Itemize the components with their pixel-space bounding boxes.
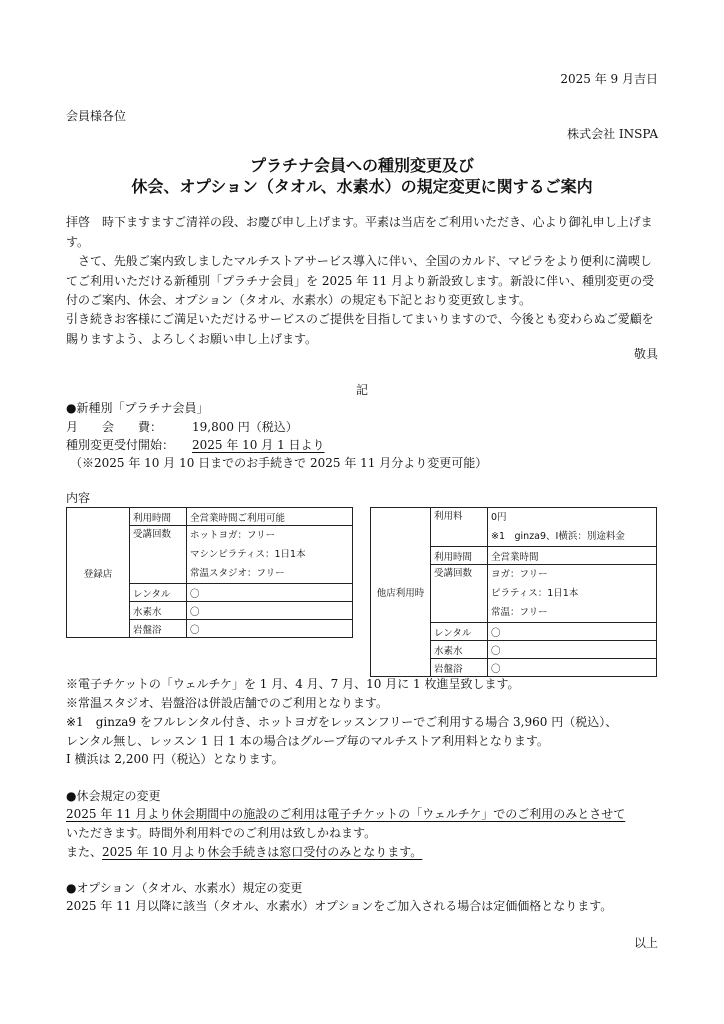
table-row <box>67 508 353 526</box>
issue-date: 2025 年 9 月吉日 <box>560 72 658 86</box>
closing-word: 敬具 <box>633 347 658 361</box>
contents-label: 内容 <box>66 491 91 505</box>
lesson-line: 常温：フリー <box>491 607 548 618</box>
section-suspension-heading: ●休会規定の変更 <box>66 789 161 803</box>
row-label: 水素水 <box>130 602 187 620</box>
suspension-rule-prefix: また、 <box>66 845 103 859</box>
suspension-rule-window-only: 2025 年 10 月より休会手続きは窓口受付のみとなります。 <box>102 845 423 859</box>
monthly-fee-label: 月 会 費： <box>66 420 163 434</box>
row-value: 〇 <box>488 659 657 677</box>
greeting-paragraph: 拝啓 時下ますますご清祥の段、お慶び申し上げます。平素は当店をご利用いただき、心より御礼申し上げます。 <box>66 215 653 249</box>
option-rule-line: 2025 年 11 月以降に該当（タオル、水素水）オプションをご加入される場合は定価価格となります。 <box>66 899 613 913</box>
row-label: 利用時間 <box>130 508 187 526</box>
row-value: 〇 <box>187 620 353 638</box>
change-start-label: 種別変更受付開始： <box>66 438 175 452</box>
note-i-yokohama: I 横浜は 2,200 円（税込）となります。 <box>66 752 284 766</box>
row-label: 利用料 <box>431 508 488 547</box>
company-name: 株式会社 INSPA <box>567 127 658 141</box>
monthly-fee-value: 19,800 円（税込） <box>192 420 298 434</box>
row-label: レンタル <box>431 623 488 641</box>
announcement-paragraph: さて、先般ご案内致しましたマルチストアサービス導入に伴い、全国のカルド、マピラをより便利に満喫してご利用いただける新種別「プラチナ会員」を 2025 年 11 月より新設致します。新設に伴い、種別変更の受付のご案内、休会、オプション（タオル、水素水）の規定も下記とおり変更致します。 <box>66 254 655 307</box>
row-value <box>488 565 657 623</box>
table-row <box>371 508 657 547</box>
row-label: 受講回数 <box>431 565 488 623</box>
row-value <box>488 508 657 547</box>
ki-marker: 記 <box>355 383 368 397</box>
title-line-1: プラチナ会員への種別変更及び <box>249 156 474 175</box>
row-label: 利用時間 <box>431 547 488 565</box>
lesson-line: ホットヨガ：フリー <box>190 530 276 541</box>
change-start-value: 2025 年 10 月 1 日より <box>192 438 325 452</box>
lesson-line: マシンピラティス：1日1本 <box>190 549 306 560</box>
note-ginza9-fee: ※1 ginza9 をフルレンタル付き、ホットヨガをレッスンフリーでご利用する場合 3,960 円（税込）、 <box>66 715 618 729</box>
lesson-line: 常温スタジオ：フリー <box>190 568 285 579</box>
section-platinum-heading: ●新種別「プラチナ会員」 <box>66 401 209 415</box>
row-value: 全営業時間ご利用可能 <box>187 508 353 526</box>
end-word: 以上 <box>633 936 658 950</box>
closing-paragraph: 引き続きお客様にご満足いただけるサービスのご提供を目指してまいりますので、今後とも変わらぬご愛顧を賜りますよう、よろしくお願い申し上げます。 <box>66 312 654 346</box>
other-store-table <box>370 507 657 677</box>
suspension-rule-line-2: いただきます。時間外利用料でのご利用は致しかねます。 <box>66 826 377 840</box>
lesson-line: ピラティス：1日1本 <box>491 588 579 599</box>
row-value: 全営業時間 <box>488 547 657 565</box>
row-value: 〇 <box>187 584 353 602</box>
section-option-heading: ●オプション（タオル、水素水）規定の変更 <box>66 881 303 895</box>
fee-line: 0円 <box>491 512 507 523</box>
title-line-2: 休会、オプション（タオル、水素水）の規定変更に関するご案内 <box>131 177 593 196</box>
row-value: 〇 <box>488 641 657 659</box>
note-no-rental: レンタル無し、レッスン 1 日 1 本の場合はグループ毎のマルチストア利用料となります。 <box>66 734 549 748</box>
row-value: 〇 <box>187 602 353 620</box>
suspension-rule-line-3 <box>66 845 422 859</box>
row-value <box>187 526 353 584</box>
row-label: 岩盤浴 <box>431 659 488 677</box>
suspension-rule-line-1: 2025 年 11 月より休会期間中の施設のご利用は電子チケットの「ウェルチケ」でのご利用のみとさせて <box>66 807 626 821</box>
lesson-line: ヨガ：フリー <box>491 569 548 580</box>
registered-store-table <box>66 507 353 638</box>
fee-line: ※1 ginza9、I横浜：別途料金 <box>491 531 625 542</box>
row-value: 〇 <box>488 623 657 641</box>
row-label: 水素水 <box>431 641 488 659</box>
registered-store-label: 登録店 <box>67 508 130 638</box>
note-adjacent-store: ※常温スタジオ、岩盤浴は併設店舗でのご利用となります。 <box>66 696 388 710</box>
addressee: 会員様各位 <box>66 109 127 123</box>
row-label: 受講回数 <box>130 526 187 584</box>
change-deadline-note: （※2025 年 10 月 10 日までのお手続きで 2025 年 11 月分より変更可能） <box>70 456 488 470</box>
row-label: レンタル <box>130 584 187 602</box>
note-eticket: ※電子チケットの「ウェルチケ」を 1 月、4 月、7 月、10 月に 1 枚進呈致します。 <box>66 677 520 691</box>
other-store-label: 他店利用時 <box>371 508 431 677</box>
row-label: 岩盤浴 <box>130 620 187 638</box>
